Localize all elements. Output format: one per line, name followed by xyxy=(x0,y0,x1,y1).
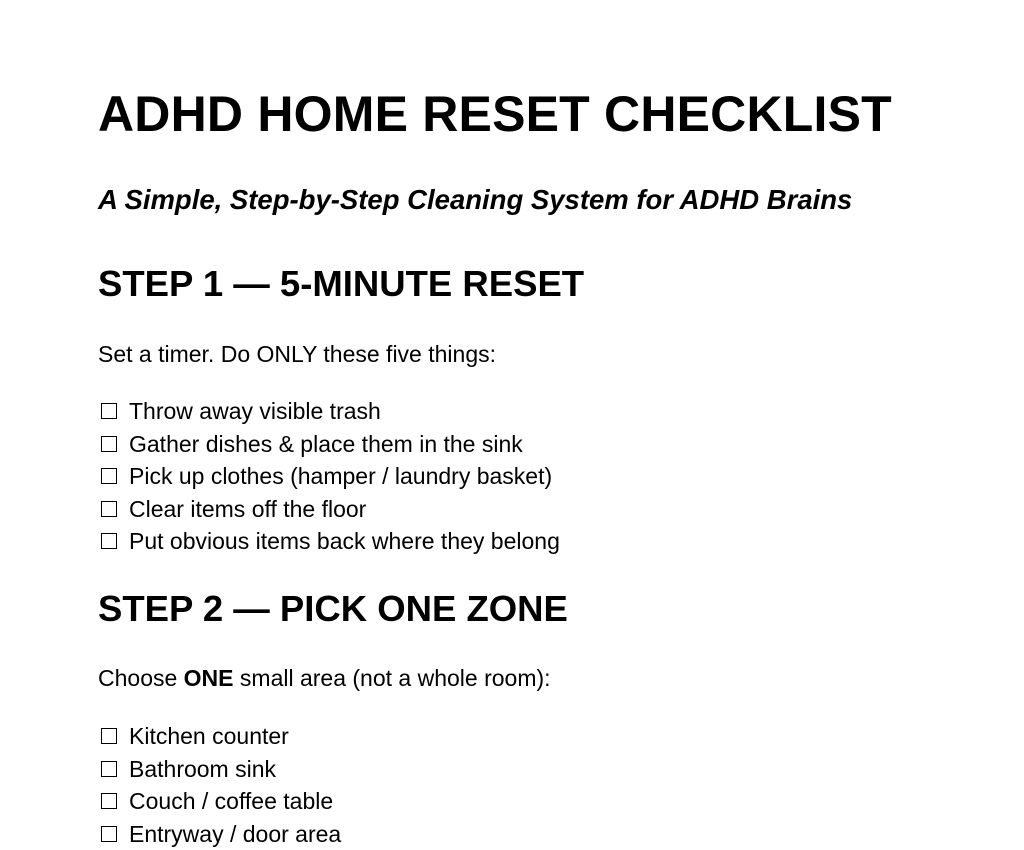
document-page xyxy=(98,0,998,830)
step-2-intro-prefix: Choose xyxy=(98,665,184,691)
checklist-item-label: Bathroom sink xyxy=(129,753,276,786)
checklist-item[interactable] xyxy=(98,818,341,850)
checklist-item[interactable] xyxy=(98,525,560,558)
checklist-item[interactable] xyxy=(98,753,341,786)
checklist-item[interactable] xyxy=(98,493,560,526)
checkbox-empty-icon[interactable] xyxy=(101,533,117,549)
checklist-item-label: Clear items off the floor xyxy=(129,493,366,526)
checklist-item[interactable] xyxy=(98,785,341,818)
checklist-item-label: Couch / coffee table xyxy=(129,785,333,818)
checkbox-empty-icon[interactable] xyxy=(101,468,117,484)
step-2-intro xyxy=(98,664,551,692)
checkbox-empty-icon[interactable] xyxy=(101,728,117,744)
document-title: ADHD HOME RESET CHECKLIST xyxy=(98,88,892,140)
checkbox-empty-icon[interactable] xyxy=(101,761,117,777)
document-subtitle: A Simple, Step-by-Step Cleaning System for ADHD Brains xyxy=(98,184,852,216)
step-2-checklist xyxy=(98,720,341,850)
checklist-item[interactable] xyxy=(98,428,560,461)
step-1-checklist xyxy=(98,395,560,558)
checkbox-empty-icon[interactable] xyxy=(101,793,117,809)
checkbox-empty-icon[interactable] xyxy=(101,436,117,452)
step-2-intro-emphasis: ONE xyxy=(184,665,234,691)
checklist-item[interactable] xyxy=(98,395,560,428)
checklist-item[interactable] xyxy=(98,720,341,753)
checkbox-empty-icon[interactable] xyxy=(101,403,117,419)
checklist-item-label: Kitchen counter xyxy=(129,720,289,753)
checklist-item-label: Pick up clothes (hamper / laundry basket) xyxy=(129,460,552,493)
step-1-heading: STEP 1 — 5-MINUTE RESET xyxy=(98,264,584,304)
checklist-item-label: Put obvious items back where they belong xyxy=(129,525,560,558)
checkbox-empty-icon[interactable] xyxy=(101,501,117,517)
step-1-intro: Set a timer. Do ONLY these five things: xyxy=(98,340,496,368)
step-2-intro-suffix: small area (not a whole room): xyxy=(234,665,551,691)
step-2-heading: STEP 2 — PICK ONE ZONE xyxy=(98,589,568,629)
checklist-item-label: Entryway / door area xyxy=(129,818,341,850)
checklist-item-label: Gather dishes & place them in the sink xyxy=(129,428,523,461)
checkbox-empty-icon[interactable] xyxy=(101,826,117,842)
checklist-item[interactable] xyxy=(98,460,560,493)
checklist-item-label: Throw away visible trash xyxy=(129,395,381,428)
